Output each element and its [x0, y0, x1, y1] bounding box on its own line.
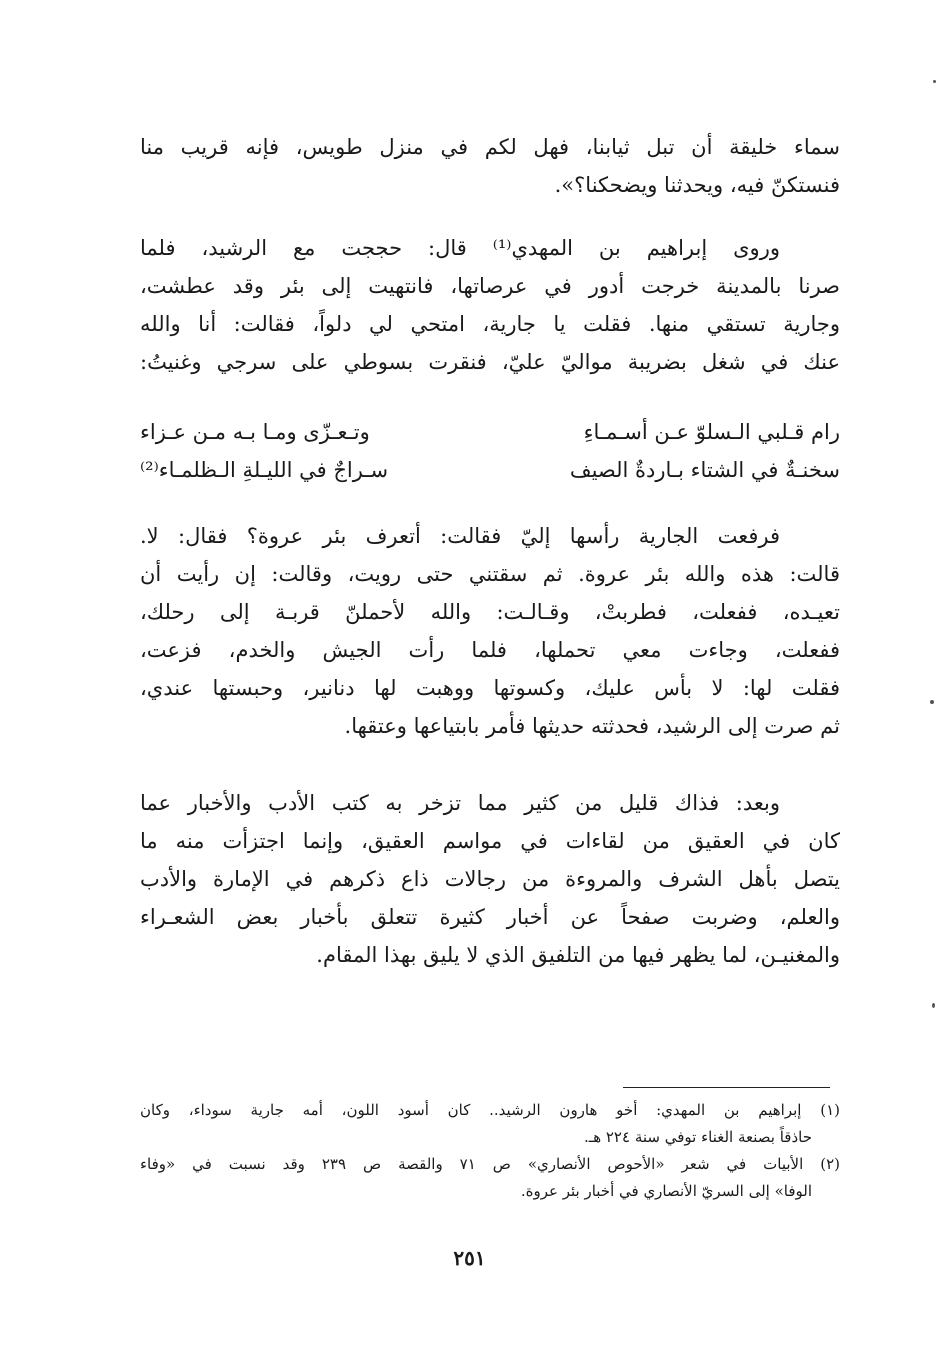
paragraph-line: فنستكنّ فيه، ويحدثنا ويضحكنا؟».	[554, 173, 840, 197]
paragraph-line: فرفعت الجارية رأسها إليّ فقالت: أتعرف بئر عروة؟ فقال: لا.	[140, 524, 780, 548]
paragraph-line: والعلم، وضربت صفحاً عن أخبار كثيرة تتعلق بأخبار بعض الشعـراء	[140, 905, 840, 929]
footnote-line: حاذقاً بصنعة الغناء توفي سنة ٢٢٤ هـ.	[584, 1128, 812, 1146]
footnote-line: (١) إبراهيم بن المهدي: أخو هارون الرشيد.. كان أسود اللون، أمه جارية سوداء، وكان	[140, 1101, 840, 1119]
paragraph-line: وبعد: فذاك قليل من كثير مما تزخر به كتب الأدب والأخبار عما	[140, 791, 780, 815]
verse-row	[140, 451, 840, 489]
paragraph-1	[140, 128, 840, 204]
paragraph-line: سماء خليقة أن تبل ثيابنا، فهل لكم في منزل طويس، فإنه قريب منا	[140, 135, 840, 159]
paragraph-line: ثم صرت إلى الرشيد، فحدثته حديثها فأمر بابتياعها وعتقها.	[344, 714, 840, 738]
verse-row	[140, 413, 840, 451]
paragraph-line: وروى إبراهيم بن المهدي⁽¹⁾ قال: حججت مع الرشيد، فلما	[140, 236, 780, 260]
verse-first-hemistich: رام قـلبي الـسلوّ عـن أسـمـاءِ	[583, 420, 840, 444]
paragraph-line: فقلت لها: لا بأس عليك، وكسوتها ووهبت لها دنانير، وحبستها عندي،	[140, 676, 840, 700]
paragraph-line: عنك في شغل بضريبة مواليّ عليّ، فنقرت بسوطي على سرجي وغنيتُ:	[140, 350, 840, 374]
scan-speck	[930, 700, 934, 704]
scan-speck	[933, 80, 936, 83]
scan-speck	[932, 1003, 935, 1008]
paragraph-line: قالت: هذه والله بئر عروة. ثم سقتني حتى رويت، وقالت: إن رأيت أن	[140, 562, 840, 586]
paragraph-line: وجارية تستقي منها. فقلت يا جارية، امتحي لي دلواً، فقالت: أنا والله	[140, 312, 840, 336]
paragraph-4	[140, 784, 840, 974]
verse-first-hemistich: سخنـةٌ في الشتاء بـاردةٌ الصيف	[569, 458, 840, 482]
poem-verses	[140, 413, 840, 489]
paragraph-line: يتصل بأهل الشرف والمروءة من رجالات ذاع ذكرهم في الإمارة والأدب	[140, 867, 840, 891]
paragraph-line: والمغنيـن، لما يظهر فيها من التلفيق الذي لا يليق بهذا المقام.	[316, 943, 840, 967]
footnote-separator	[623, 1087, 830, 1088]
paragraph-line: كان في العقيق من لقاءات في مواسم العقيق، وإنما اجتزأت منه ما	[140, 829, 840, 853]
page-number: ٢٥١	[453, 1246, 486, 1270]
paragraph-line: صرنا بالمدينة خرجت أدور في عرصاتها، فانتهيت إلى بئر وقد عطشت،	[140, 274, 840, 298]
footnote-line: الوفا» إلى السريّ الأنصاري في أخبار بئر عروة.	[520, 1182, 812, 1200]
verse-second-hemistich: وتـعـزّى ومـا بـه مـن عـزاء	[140, 420, 370, 444]
paragraph-line: تعيـده، ففعلت، فطربتْ، وقـالـت: والله لأحملنّ قربـة إلى رحلك،	[140, 600, 840, 624]
paragraph-2	[140, 229, 840, 381]
footnotes	[140, 1097, 840, 1205]
paragraph-line: ففعلت، وجاءت معي تحملها، فلما رأت الجيش والخدم، فزعت،	[140, 638, 840, 662]
footnote-line: (٢) الأبيات في شعر «الأحوص الأنصاري» ص ٧١ والقصة ص ٢٣٩ وقد نسبت في «وفاء	[140, 1155, 840, 1173]
paragraph-3	[140, 517, 840, 745]
verse-second-hemistich: سـراجٌ في الليـلةِ الـظلمـاء⁽²⁾	[140, 458, 389, 482]
